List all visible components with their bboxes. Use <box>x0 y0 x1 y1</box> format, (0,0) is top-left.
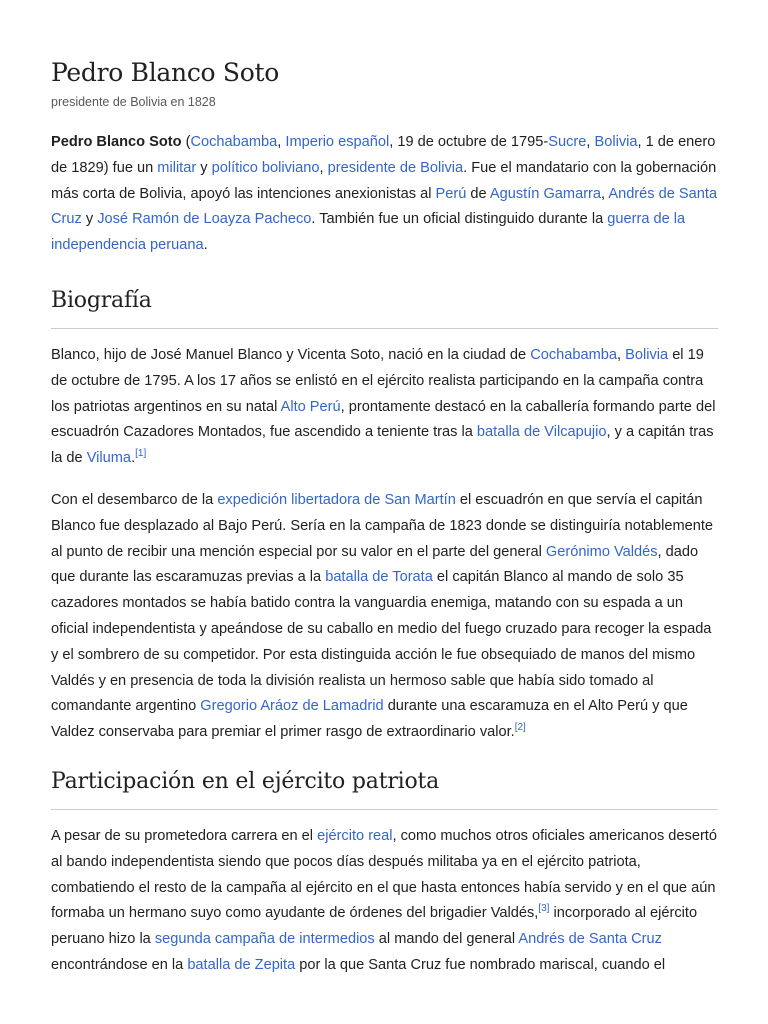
reference-2[interactable] <box>515 722 526 733</box>
reference-link[interactable]: [3] <box>538 903 550 915</box>
section-heading-participacion: Participación en el ejército patriota <box>51 767 718 810</box>
text: , prontamente destacó en la caballería formando parte del escuadrón Cazadores Montados, fue ascendido a teniente tras la <box>51 398 716 441</box>
link-guerra-independencia-peruana[interactable]: guerra de la independencia peruana <box>51 211 686 254</box>
reference-1[interactable] <box>135 448 146 459</box>
patriota-paragraph-1 <box>51 824 718 979</box>
reference-3[interactable] <box>538 903 549 914</box>
text: , y a capitán tras la de <box>51 424 714 467</box>
text: de <box>466 185 490 202</box>
link-sucre[interactable]: Sucre <box>548 134 587 150</box>
text: el escuadrón en que servía el capitán Blanco fue desplazado al Bajo Perú. Sería en la campaña de 1823 donde se distinguiría notablemente al punto de recibir una mención especial por su valor en el parte del general <box>51 491 714 560</box>
page-title: Pedro Blanco Soto <box>51 58 279 87</box>
link-expedicion-libertadora[interactable]: expedición libertadora de San Martín <box>217 491 456 508</box>
text: y <box>196 159 212 176</box>
text: . También fue un oficial distinguido durante la <box>311 211 608 228</box>
text: , 1 de enero de 1829) fue un <box>51 134 716 176</box>
text: y <box>81 211 98 228</box>
text: al mando del general <box>374 931 519 948</box>
text: , <box>319 159 328 176</box>
text: , <box>586 134 595 150</box>
link-batalla-de-vilcapujio[interactable]: batalla de Vilcapujio <box>476 424 607 441</box>
text: Con el desembarco de la <box>51 491 218 508</box>
link-gregorio-araoz-de-lamadrid[interactable]: Gregorio Aráoz de Lamadrid <box>200 698 384 715</box>
text: , dado que durante las escaramuzas previas a la <box>51 543 699 586</box>
text: . <box>131 450 136 467</box>
text: , <box>601 185 609 202</box>
link-jose-ramon-de-loayza[interactable]: José Ramón de Loayza Pacheco <box>97 211 312 228</box>
text: A pesar de su prometedora carrera en el <box>51 827 318 844</box>
link-peru[interactable]: Perú <box>435 185 467 202</box>
link-agustin-gamarra[interactable]: Agustín Gamarra <box>489 185 602 202</box>
text: incorporado al ejército peruano hizo la <box>51 905 698 948</box>
text: , <box>277 134 286 150</box>
text: , 19 de octubre de 1795- <box>389 134 549 150</box>
text: . <box>203 237 208 254</box>
section-heading-biografia: Biografía <box>51 286 718 329</box>
link-geronimo-valdes[interactable]: Gerónimo Valdés <box>545 543 658 560</box>
link-andres-de-santa-cruz[interactable]: Andrés de Santa Cruz <box>51 185 718 228</box>
link-viluma[interactable]: Viluma <box>86 450 132 467</box>
biografia-paragraph-2 <box>51 488 718 746</box>
link-bolivia[interactable]: Bolivia <box>625 346 669 363</box>
link-alto-peru[interactable]: Alto Perú <box>280 398 341 415</box>
text: el capitán Blanco al mando de solo 35 cazadores montados se había batido contra la vanguardia enemiga, matando con su espada a un oficial independentista y apeándose de su caballo en medio del fuego cruzado para recoger la espada y el sombrero de su competidor. Por esta distinguida acción le fue obsequiado de manos del mismo Valdés y en presencia de toda la división realista un hermoso sable que había sido tomado al comandante argentino <box>51 569 712 715</box>
text: el 19 de octubre de 1795. A los 17 años se enlistó en el ejército realista participando en la campaña contra los patriotas argentinos en su natal <box>51 346 704 415</box>
biografia-paragraph-1 <box>51 343 718 472</box>
link-presidente-de-bolivia[interactable]: presidente de Bolivia <box>327 159 464 176</box>
text: , como muchos otros oficiales americanos desertó al bando independentista siendo que pocos días después militaba ya en el ejército patriota, combatiendo el resto de la campaña al ejército en el que hasta entonces había servido y en el que aún formaba un hermano suyo como ayudante de órdenes del brigadier Valdés, <box>51 827 717 922</box>
text: por la que Santa Cruz fue nombrado mariscal, cuando el <box>295 956 666 973</box>
link-segunda-campana-de-intermedios[interactable]: segunda campaña de intermedios <box>154 931 375 948</box>
link-andres-de-santa-cruz[interactable]: Andrés de Santa Cruz <box>518 931 662 948</box>
text: durante una escaramuza en el Alto Perú y que Valdez conservaba para premiar el primer rasgo de extraordinario valor. <box>51 698 688 741</box>
text: Blanco, hijo de José Manuel Blanco y Vicenta Soto, nació en la ciudad de <box>51 346 531 363</box>
text: encontrándose en la <box>51 956 188 973</box>
text: . Fue el mandatario con la gobernación más corta de Bolivia, apoyó las intenciones anexionistas al <box>51 159 717 202</box>
lead-paragraph <box>51 130 718 259</box>
link-militar[interactable]: militar <box>157 159 197 176</box>
bold-name: Pedro Blanco Soto <box>51 134 182 150</box>
text: , <box>617 346 626 363</box>
link-politico-boliviano[interactable]: político boliviano <box>211 159 320 176</box>
link-ejercito-real[interactable]: ejército real <box>317 827 393 844</box>
text: ( <box>181 134 191 150</box>
article <box>51 56 718 979</box>
link-cochabamba[interactable]: Cochabamba <box>190 134 278 150</box>
link-batalla-de-torata[interactable]: batalla de Torata <box>325 569 433 586</box>
link-cochabamba[interactable]: Cochabamba <box>530 346 618 363</box>
link-batalla-de-zepita[interactable]: batalla de Zepita <box>187 956 296 973</box>
link-imperio-espanol[interactable]: Imperio español <box>285 134 390 150</box>
reference-link[interactable]: [1] <box>135 448 147 460</box>
link-bolivia[interactable]: Bolivia <box>594 134 638 150</box>
page-subtitle: presidente de Bolivia en 1828 <box>51 95 216 109</box>
reference-link[interactable]: [2] <box>514 722 526 734</box>
